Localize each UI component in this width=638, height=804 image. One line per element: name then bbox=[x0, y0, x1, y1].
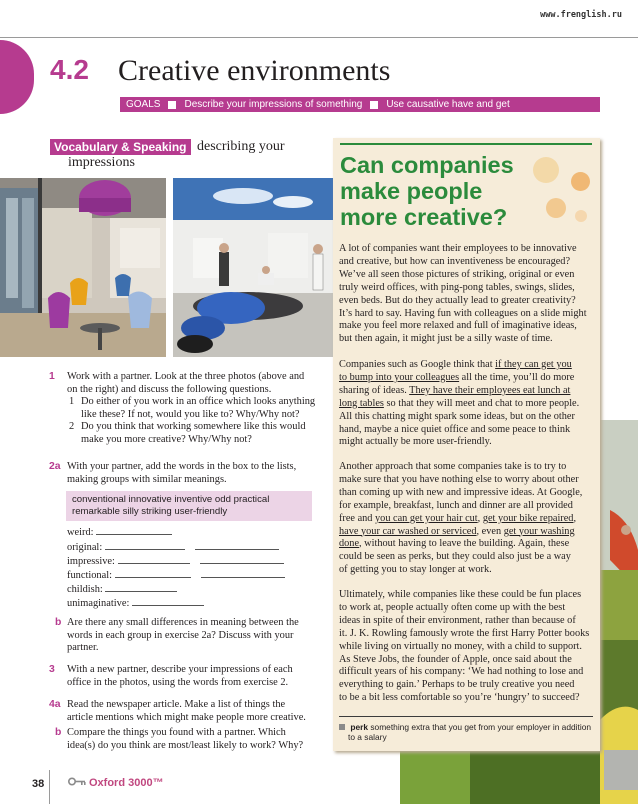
exercise-1 bbox=[49, 371, 324, 447]
oxford-3000-label: Oxford 3000™ bbox=[68, 777, 164, 789]
goal-item: Use causative have and get bbox=[386, 99, 510, 110]
exercise-text: With your partner, add the words in the box to the lists, bbox=[67, 461, 297, 472]
underlined-phrase: get your washing bbox=[503, 525, 575, 537]
article-paragraph-3 bbox=[339, 461, 595, 577]
section-subtitle: describing your bbox=[197, 139, 285, 154]
exercise-number: 1 bbox=[49, 371, 55, 382]
article-line: ideas in spite of their environment, rather than because of bbox=[339, 614, 576, 626]
article-top-rule bbox=[340, 143, 592, 145]
underlined-phrase: you can get your hair cut bbox=[375, 512, 478, 524]
source-url: www.frenglish.ru bbox=[540, 10, 622, 20]
question-text: like these? If not, would you like to? Why/Why not? bbox=[81, 408, 300, 420]
exercise-4b bbox=[49, 727, 324, 752]
footer-divider bbox=[49, 770, 50, 804]
article-line: All this chatting might spark some ideas, but on the other bbox=[339, 410, 575, 422]
article-paragraph-4 bbox=[339, 589, 595, 705]
exercise-2a bbox=[49, 461, 324, 486]
article-line: Companies such as Google think that if they can get you bbox=[339, 359, 572, 370]
glossary-line: to a salary bbox=[348, 732, 387, 742]
glossary-line bbox=[339, 722, 595, 732]
exercise-number: 3 bbox=[49, 664, 55, 675]
underlined-phrase: They have their employees eat lunch at bbox=[409, 384, 571, 396]
word-list-childish bbox=[67, 582, 177, 595]
article-line: but then again, it might just be a silly waste of time. bbox=[339, 333, 553, 345]
word-list-label: original: bbox=[67, 542, 103, 553]
underlined-phrase: to bump into your colleagues bbox=[339, 371, 460, 383]
article-line: make you feel more relaxed and full of imaginative ideas, bbox=[339, 320, 577, 332]
article-line: A lot of companies want their employees to be innovative bbox=[339, 243, 577, 254]
article-headline bbox=[340, 152, 590, 230]
article-line: to bump into your colleagues all the time, you’ll do more bbox=[339, 371, 575, 383]
article-line: have your car washed or serviced, even get your washing bbox=[339, 525, 575, 537]
article-line: everything to gain.’ Perhaps to be truly creative you need bbox=[339, 679, 575, 691]
answer-blank[interactable] bbox=[105, 582, 177, 592]
exercise-number: 4a bbox=[49, 699, 61, 710]
underlined-phrase: have your car washed or serviced bbox=[339, 525, 477, 537]
article-paragraph-2 bbox=[339, 359, 595, 449]
article-line: truly weird offices, with ping-pong tables, swings, slides, bbox=[339, 281, 575, 293]
word-list-unimaginative bbox=[67, 596, 204, 609]
article-line: As Steve Jobs, the founder of Apple, once said about the bbox=[339, 653, 572, 665]
exercise-number: b bbox=[55, 617, 62, 628]
article-line: to be a bit less comfortable so you’re ‘hungry’ to succeed? bbox=[339, 692, 580, 704]
answer-blank[interactable] bbox=[132, 596, 204, 606]
article-line: hand, maybe a nice quiet office and some peace to think bbox=[339, 423, 571, 435]
article-line: Another approach that some companies take is to try to bbox=[339, 461, 567, 472]
unit-number: 4.2 bbox=[50, 54, 89, 85]
headline-line: Can companies bbox=[340, 152, 514, 178]
question-number: 2 bbox=[69, 421, 75, 433]
exercise-4a bbox=[49, 699, 324, 724]
exercise-text: With a new partner, describe your impressions of each bbox=[67, 664, 293, 675]
article-line: done, without having to leave the building. Again, these bbox=[339, 538, 570, 550]
exercise-text: idea(s) do you think are most/least likely to work? Why? bbox=[67, 739, 304, 751]
key-icon bbox=[68, 777, 86, 789]
unit-title: Creative environments bbox=[118, 54, 391, 87]
exercise-text: on the right) and discuss the following questions. bbox=[67, 383, 272, 395]
article-paragraph-1 bbox=[339, 243, 595, 346]
goals-bar bbox=[120, 97, 600, 112]
goals-label: GOALS bbox=[126, 99, 161, 110]
word-list-label: functional: bbox=[67, 570, 113, 581]
article-line: than coming up with new and impressive ideas. At Google, bbox=[339, 486, 583, 498]
word-list-functional bbox=[67, 568, 285, 581]
headline-line: more creative? bbox=[340, 204, 508, 230]
question-text: Do either of you work in an office which looks anything bbox=[81, 396, 316, 408]
article-line: for example, breakfast, lunch and dinner are all provided bbox=[339, 499, 573, 511]
office-photo-3 bbox=[600, 420, 638, 804]
office-photo-1 bbox=[0, 178, 166, 357]
article-line: even beds. But do they actually lead to greater creativity? bbox=[339, 294, 576, 306]
goal-bullet-icon bbox=[370, 101, 378, 109]
article-line: while living on virtually no money, with a child to support. bbox=[339, 640, 582, 652]
exercise-text: Are there any small differences in meaning between the bbox=[67, 617, 299, 628]
question-text: Do you think that working somewhere like this would bbox=[81, 421, 306, 433]
exercise-text: Read the newspaper article. Make a list of things the bbox=[67, 699, 286, 710]
exercise-text: Work with a partner. Look at the three photos (above and bbox=[67, 371, 305, 382]
exercise-2b bbox=[49, 617, 324, 655]
underlined-phrase: if they can get you bbox=[495, 359, 572, 370]
article-line: it. J. K. Rowling famously wrote the first Harry Potter books bbox=[339, 627, 590, 639]
headline-line: make people bbox=[340, 178, 483, 204]
exercise-text: Compare the things you found with a partner. Which bbox=[67, 727, 286, 738]
word-list-label: unimaginative: bbox=[67, 598, 130, 609]
article-line: free and you can get your hair cut, get your bike repaired, bbox=[339, 512, 577, 524]
exercise-number: b bbox=[55, 727, 62, 738]
glossary-entry bbox=[339, 722, 595, 742]
word-box bbox=[66, 491, 312, 521]
underlined-phrase: long tables bbox=[339, 397, 384, 409]
exercise-text: making groups with similar meanings. bbox=[67, 473, 227, 485]
glossary-bullet-icon bbox=[339, 724, 345, 730]
word-box-line: remarkable silly striking user-friendly bbox=[72, 506, 228, 517]
page-number: 38 bbox=[32, 778, 45, 790]
exercise-text: article mentions which might make people more creative. bbox=[67, 711, 306, 723]
top-rule bbox=[0, 37, 638, 38]
answer-blank[interactable] bbox=[115, 568, 191, 578]
word-list-label: childish: bbox=[67, 584, 103, 595]
exercise-text: office in the photos, using the words from exercise 2. bbox=[67, 676, 289, 688]
answer-blank[interactable] bbox=[195, 540, 279, 550]
unit-side-tab bbox=[0, 40, 34, 114]
article-line: of getting you to stay longer at work. bbox=[339, 564, 492, 576]
article-line: sharing of ideas. They have their employees eat lunch at bbox=[339, 384, 571, 396]
word-list-original bbox=[67, 540, 279, 553]
article-line: might actually be more user-friendly. bbox=[339, 436, 492, 448]
article-line: It’s hard to say. Having fun with colleagues on a slide might bbox=[339, 307, 587, 319]
article-line: difficult years of his company: ‘We had nothing to lose and bbox=[339, 666, 584, 678]
section-tag: Vocabulary & Speaking bbox=[50, 139, 191, 155]
photo-strip-detail bbox=[470, 751, 600, 804]
article-line: Ultimately, while companies like these could be fun places bbox=[339, 589, 582, 600]
glossary-definition: something extra that you get from your employer in addition bbox=[370, 722, 592, 732]
exercise-text: partner. bbox=[67, 642, 99, 654]
question-text: make you more creative? Why/Why not? bbox=[81, 433, 252, 445]
word-list-impressive bbox=[67, 554, 284, 567]
article-line: could be seen as perks, but they could also just be a way bbox=[339, 551, 571, 563]
office-photo-2 bbox=[173, 178, 333, 357]
exercise-text: words in each group in exercise 2a? Discuss with your bbox=[67, 629, 294, 641]
answer-blank[interactable] bbox=[105, 540, 185, 550]
goal-bullet-icon bbox=[168, 101, 176, 109]
word-list-label: weird: bbox=[67, 527, 94, 538]
exercise-number: 2a bbox=[49, 461, 61, 472]
article-line: long tables so that they will meet and chat to more people. bbox=[339, 397, 580, 409]
article-line: We’ve all seen those pictures of striking, original or even bbox=[339, 268, 575, 280]
glossary-rule bbox=[339, 716, 593, 717]
word-list-label: impressive: bbox=[67, 556, 115, 567]
article-line: and creative, but how can inventiveness be encouraged? bbox=[339, 255, 571, 267]
article-line: make sure that you have nothing else to worry about other bbox=[339, 473, 579, 485]
underlined-phrase: get your bike repaired bbox=[482, 512, 574, 524]
glossary-term: perk bbox=[350, 722, 369, 732]
answer-blank[interactable] bbox=[200, 554, 284, 564]
word-box-line: conventional innovative inventive odd practical bbox=[72, 494, 270, 505]
answer-blank[interactable] bbox=[96, 525, 172, 535]
question-number: 1 bbox=[69, 396, 75, 408]
word-list-weird bbox=[67, 525, 172, 538]
section-subtitle: impressions bbox=[68, 155, 135, 170]
answer-blank[interactable] bbox=[118, 554, 190, 564]
underlined-phrase: done bbox=[339, 538, 360, 550]
article-line: to work at, people actually often come up with the best bbox=[339, 601, 566, 613]
exercise-3 bbox=[49, 664, 324, 689]
goal-item: Describe your impressions of something bbox=[184, 99, 363, 110]
answer-blank[interactable] bbox=[201, 568, 285, 578]
